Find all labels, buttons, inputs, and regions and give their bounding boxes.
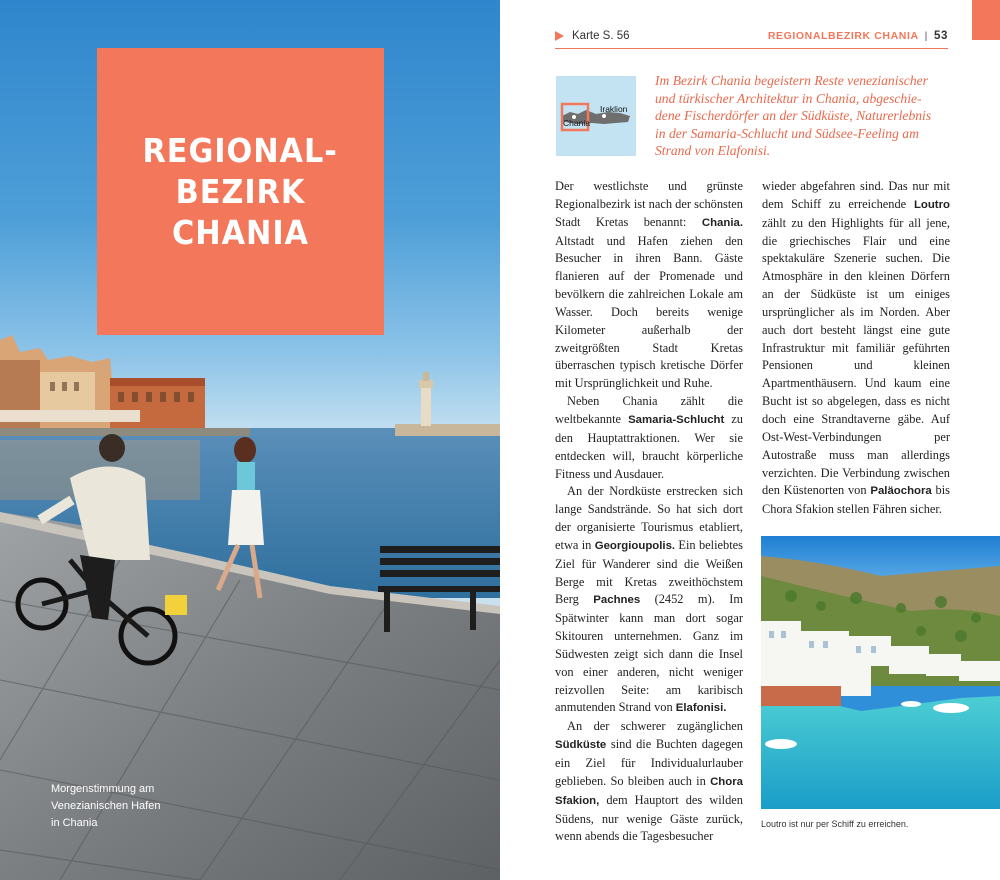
highlighted-place-name: Chora Sfakion, [555,775,743,807]
highlighted-place-name: Pachnes [593,594,641,607]
intro-line: in der Samaria-Schlucht und Südsee-Feeling am [655,125,919,141]
body-paragraph: An der schwerer zugänglichen Südküste sind die Buchten dagegen ein Ziel für Individualurlauber geblieben. So bleiben auch in Chora Sfakion, dem Hauptort des wilden Südens, nur wenige Gäste zurück, wenn abends die Tagesbesucher [555,719,743,844]
crete-locator-map [556,76,636,156]
right-page [500,0,1000,880]
body-column-1 [555,178,743,846]
body-paragraph: An der Nordküste erstrecken sich lange Sandstrände. So hat sich dort der organisierte Tourismus etabliert, etwa in Georgioupolis. Ein beliebtes Ziel für Wanderer sind die Weißen Berge mit Kretas zweithöchstem Berg Pachnes (2452 m). Im Spätwinter kann man dort sogar Skitouren unternehmen. Ganz im Südwesten zeigt sich dann die Insel von einer anderen, nicht weniger reizvollen Seite: am karibisch anmutenden Strand von Elafonisi. [555,484,743,715]
loutro-photo-caption: Loutro ist nur per Schiff zu erreichen. [761,819,909,829]
body-paragraph: Neben Chania zählt die weltbekannte Samaria-Schlucht zu den Hauptattraktionen. Wer sie entdecken will, braucht körperliche Fitness und Ausdauer. [555,394,743,481]
arrow-right-icon [555,31,564,41]
highlighted-place-name: Georgioupolis. [594,539,676,552]
chapter-title-box [97,48,384,335]
map-reference[interactable] [555,30,630,42]
highlighted-place-name: Chania. [701,216,743,229]
intro-line: Im Bezirk Chania begeistern Reste venezianischer [655,73,928,88]
chapter-title-line-1: REGIONAL- [142,130,339,170]
map-reference-label: Karte S. 56 [572,30,630,42]
page-number: 53 [934,30,948,42]
highlighted-place-name: Samaria-Schlucht [628,413,725,426]
header-divider [555,48,948,49]
intro-line: Strand von Elafonisi. [655,143,771,159]
highlighted-place-name: Elafonisi. [675,702,727,715]
highlighted-place-name: Loutro [913,198,950,211]
map-label-chania: Chania [563,118,590,128]
photo-caption [51,781,191,832]
header-separator: | [924,30,928,42]
caption-line-3: in Chania [51,817,98,829]
running-header [768,30,948,42]
highlighted-place-name: Paläochora [870,485,932,498]
intro-line: und türkischer Architektur in Chania, abgeschie- [655,90,922,106]
chapter-intro [655,72,955,160]
intro-line: dene Fischerdörfer an der Südküste, Naturerlebnis [655,108,932,124]
body-paragraph: Der westlichste und grünste Regionalbezirk ist nach der schönsten Stadt Kretas benannt: Chania. Altstadt und Hafen ziehen den Besucher in ihren Bann. Gäste flanieren auf der Promenade und bevölkern die zahlreichen Lokale am Wasser. Doch bereits wenige Kilometer außerhalb der zweitgrößten Stadt Kretas überraschen typisch kretische Dörfer mit Ursprünglichkeit und Ruhe. [555,179,743,391]
chapter-title-line-2: BEZIRK CHANIA [172,171,309,253]
caption-line-2: Venezianischen Hafen [51,800,161,812]
body-paragraph: wieder abgefahren sind. Das nur mit dem Schiff zu erreichende Loutro zählt zu den Highlights für all jene, die griechisches Flair und eine spektakuläre Szenerie suchen. Die Atmosphäre in den kleinen Dörfern an der Südküste ist um einiges ursprünglicher als im Norden. Aber auch dort besteht längst eine gute Infrastruktur mit familiär geführten Pensionen und kleinen Apartmenthäusern. Und kaum eine Bucht ist so abgelegen, dass es nicht doch eine Strandtaverne gäbe. Auf Ost-West-Verbindungen per Autostraße muss man allerdings verzichten. Die Verbindung zwischen den Küstenorten von Paläochora bis Chora Sfakion stellen Fähren sicher. [762,179,950,517]
body-column-2 [762,178,950,519]
chapter-tab-marker [972,0,1000,40]
caption-line-1: Morgenstimmung am [51,783,155,795]
map-label-iraklion: Iraklion [600,104,628,114]
running-header-region: REGIONALBEZIRK CHANIA [767,30,919,42]
highlighted-place-name: Südküste [555,739,607,752]
loutro-photo [761,536,1000,809]
